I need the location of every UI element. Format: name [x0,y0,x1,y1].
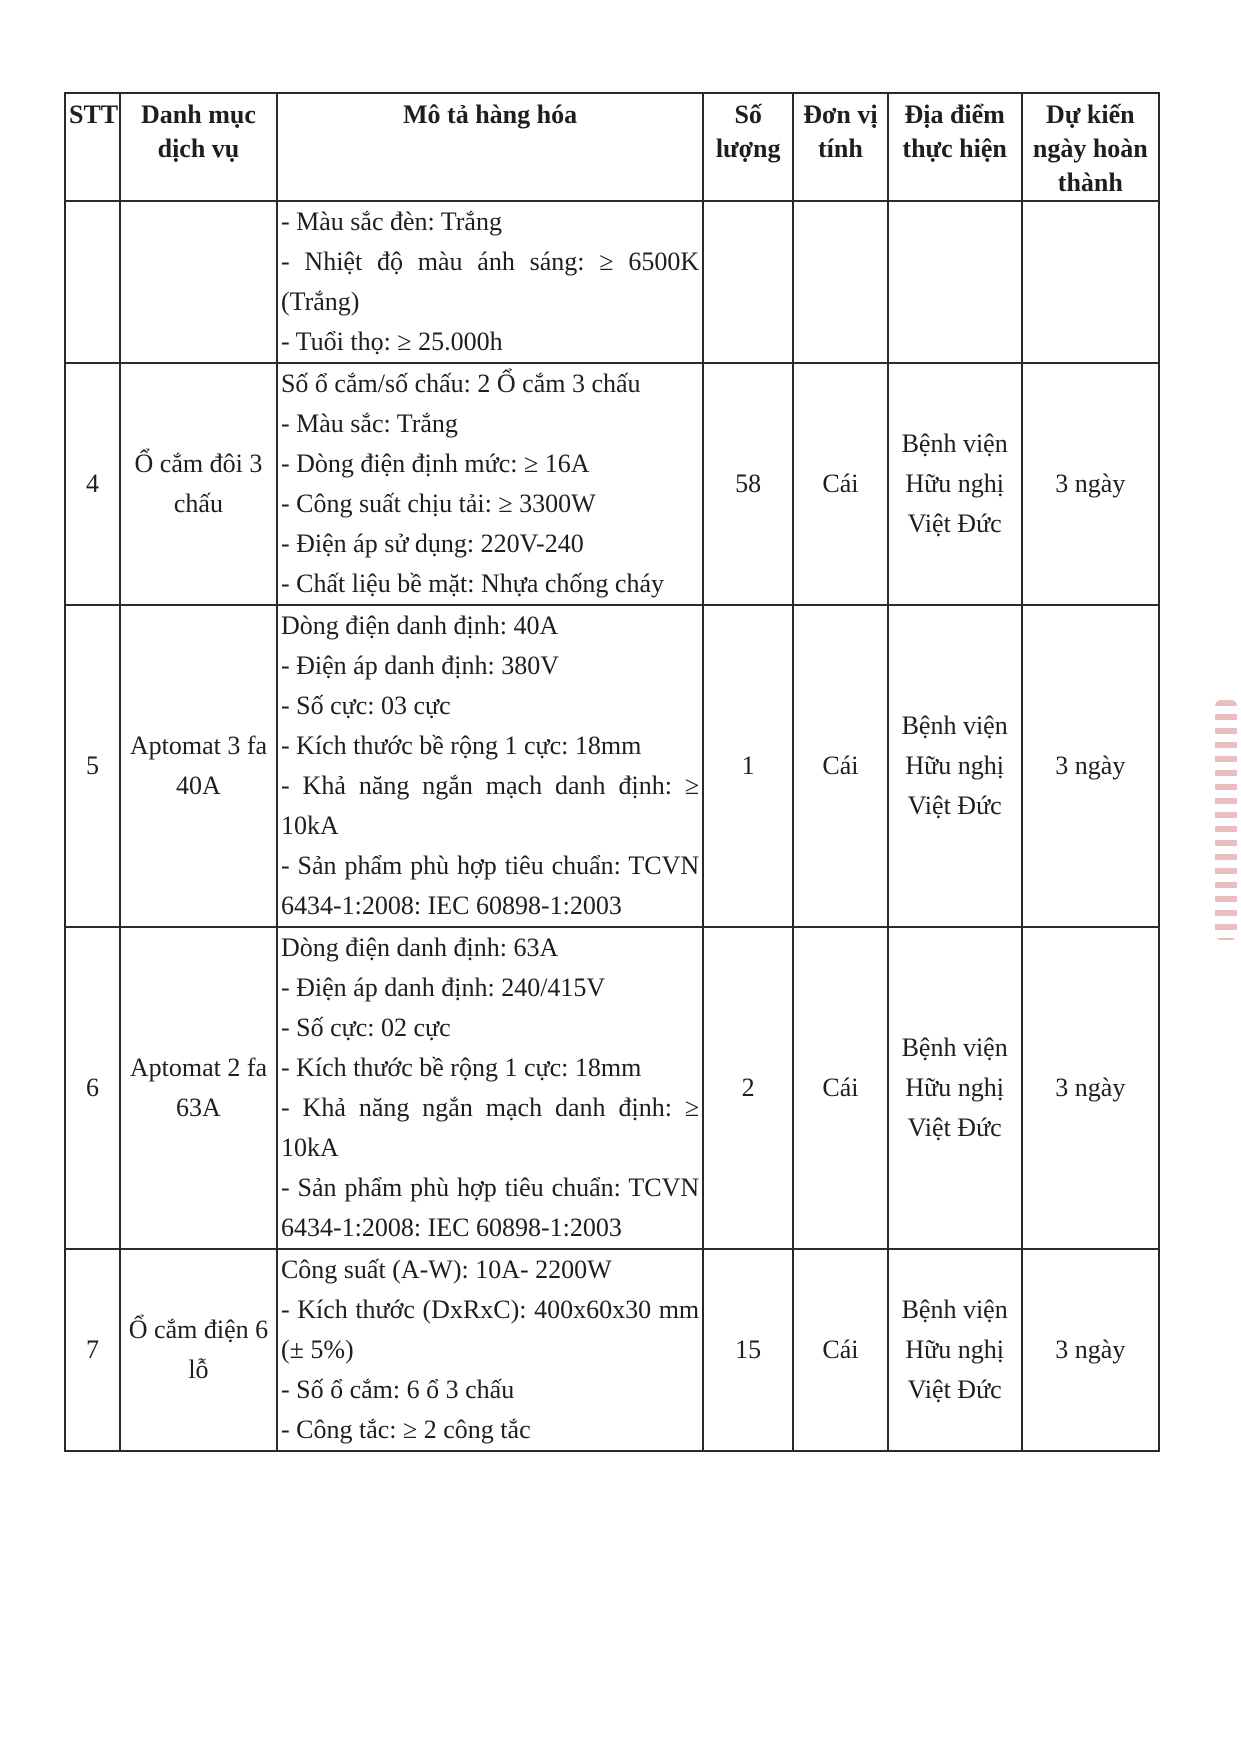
cell-unit: Cái [793,605,887,927]
desc-line: - Khả năng ngắn mạch danh định: ≥ 10kA [280,771,700,840]
cell-completion: 3 ngày [1022,927,1159,1249]
table-row [65,201,1159,363]
desc-line: - Điện áp danh định: 240/415V [280,973,606,1002]
header-quantity: Số lượng [703,93,793,201]
header-description: Mô tả hàng hóa [277,93,703,201]
desc-line: Dòng điện danh định: 40A [280,611,559,640]
cell-description [277,605,703,927]
cell-place [888,201,1022,363]
cell-unit: Cái [793,1249,887,1451]
cell-place: Bệnh viện Hữu nghị Việt Đức [888,1249,1022,1451]
desc-line: - Nhiệt độ màu ánh sáng: ≥ 6500K (Trắng) [280,247,700,316]
stamp-mark [1215,700,1237,940]
header-stt: STT [65,93,120,201]
cell-quantity [703,201,793,363]
desc-line: - Khả năng ngắn mạch danh định: ≥ 10kA [280,1093,700,1162]
desc-line: - Công suất chịu tải: ≥ 3300W [280,489,596,518]
desc-line: - Kích thước (DxRxC): 400x60x30 mm (± 5%) [280,1295,700,1364]
cell-unit: Cái [793,363,887,605]
cell-service: Aptomat 2 fa 63A [120,927,277,1249]
desc-line: - Kích thước bề rộng 1 cực: 18mm [280,1053,642,1082]
desc-line: - Màu sắc đèn: Trắng [280,207,502,236]
cell-stt: 6 [65,927,120,1249]
cell-unit [793,201,887,363]
cell-service: Aptomat 3 fa 40A [120,605,277,927]
desc-line: - Dòng điện định mức: ≥ 16A [280,449,590,478]
cell-description [277,927,703,1249]
cell-quantity: 2 [703,927,793,1249]
cell-service: Ổ cắm điện 6 lỗ [120,1249,277,1451]
cell-quantity: 1 [703,605,793,927]
header-completion: Dự kiến ngày hoàn thành [1022,93,1159,201]
desc-line: - Kích thước bề rộng 1 cực: 18mm [280,731,642,760]
table-row [65,1249,1159,1451]
table-row [65,363,1159,605]
cell-completion: 3 ngày [1022,363,1159,605]
cell-quantity: 15 [703,1249,793,1451]
cell-service [120,201,277,363]
desc-line: - Số ổ cắm: 6 ổ 3 chấu [280,1375,515,1404]
desc-line: - Sản phẩm phù hợp tiêu chuẩn: TCVN 6434-1:2008: IEC 60898-1:2003 [280,851,700,920]
desc-line: - Công tắc: ≥ 2 công tắc [280,1415,531,1444]
cell-stt: 7 [65,1249,120,1451]
desc-line: - Chất liệu bề mặt: Nhựa chống cháy [280,569,664,598]
cell-place: Bệnh viện Hữu nghị Việt Đức [888,927,1022,1249]
cell-stt: 4 [65,363,120,605]
table-row [65,605,1159,927]
desc-line: Dòng điện danh định: 63A [280,933,559,962]
desc-line: - Số cực: 02 cực [280,1013,451,1042]
cell-completion: 3 ngày [1022,1249,1159,1451]
cell-place: Bệnh viện Hữu nghị Việt Đức [888,605,1022,927]
desc-line: - Màu sắc: Trắng [280,409,458,438]
cell-completion [1022,201,1159,363]
desc-line: - Sản phẩm phù hợp tiêu chuẩn: TCVN 6434-1:2008: IEC 60898-1:2003 [280,1173,700,1242]
header-service: Danh mục dịch vụ [120,93,277,201]
cell-description [277,363,703,605]
cell-stt [65,201,120,363]
cell-quantity: 58 [703,363,793,605]
cell-service: Ổ cắm đôi 3 chấu [120,363,277,605]
desc-line: - Số cực: 03 cực [280,691,451,720]
table-row [65,927,1159,1249]
cell-description [277,1249,703,1451]
header-unit: Đơn vị tính [793,93,887,201]
cell-place: Bệnh viện Hữu nghị Việt Đức [888,363,1022,605]
desc-line: Công suất (A-W): 10A- 2200W [280,1255,612,1284]
desc-line: - Tuổi thọ: ≥ 25.000h [280,327,503,356]
desc-line: - Điện áp sử dụng: 220V-240 [280,529,584,558]
cell-completion: 3 ngày [1022,605,1159,927]
table-header-row [65,93,1159,201]
desc-line: Số ổ cắm/số chấu: 2 Ổ cắm 3 chấu [280,369,641,398]
cell-description [277,201,703,363]
cell-unit: Cái [793,927,887,1249]
desc-line: - Điện áp danh định: 380V [280,651,559,680]
goods-table [64,92,1160,1452]
header-place: Địa điểm thực hiện [888,93,1022,201]
cell-stt: 5 [65,605,120,927]
